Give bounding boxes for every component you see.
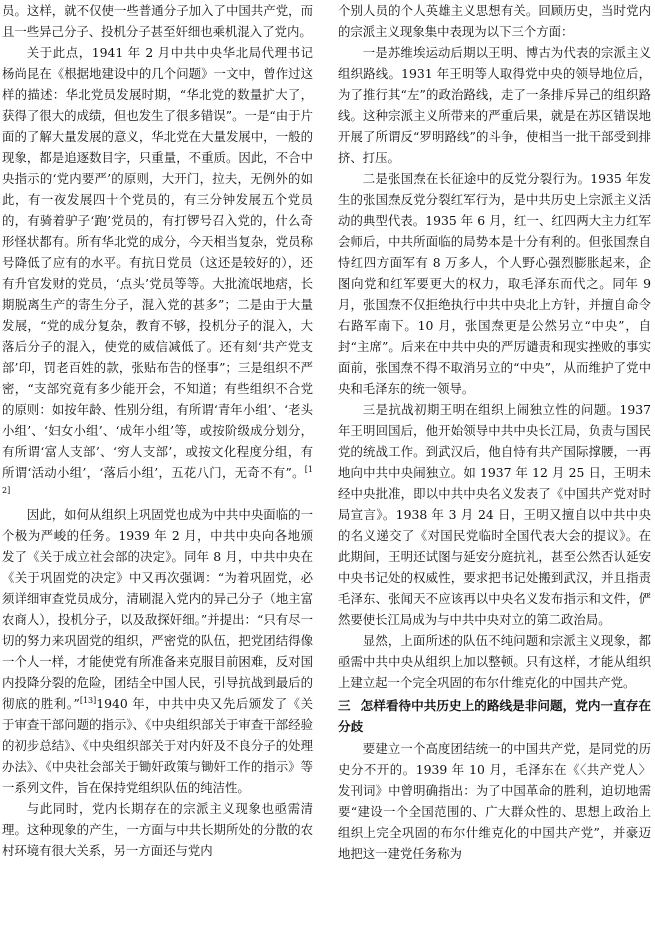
paragraph [338, 42, 651, 168]
paragraph-text: 显然，上面所述的队伍不纯问题和宗派主义现象，都亟需中共中央从组织上加以整顿。只有这样，才能从组织上建立起一个完全巩固的布尔什维克化的中国共产党。 [338, 633, 651, 690]
paragraph-text: 个别人员的个人英雄主义思想有关。回顾历史，当时党内的宗派主义现象集中表现为以下三个方面： [338, 3, 651, 39]
paragraph [338, 399, 651, 630]
paragraph [338, 168, 651, 399]
paragraph [2, 504, 313, 798]
paragraph-text: 因此，如何从组织上巩固党也成为中共中央面临的一个极为严峻的任务。1939 年 2 月，中共中央向各地颁发了《关于成立社会部的决定》。同年 8 月，中共中央在《关于巩固党的决定》中又再次强调：“为着巩固党，必须详细审查党员成分，清刷混入党内的异己分子（地主富农商人），投机分子，以及敌探奸细。”并提出：“只有尽一切的努力来巩固党的组织，严密党的队伍，把党团结得像一个人一样，才能使党有所准备来克服目前困难，反对国内投降分裂的危险，团结全中国人民，引导抗战到最后的彻底的胜利。” [2, 507, 313, 711]
paragraph-text: 员。这样，就不仅使一些普通分子加入了中国共产党，而且一些异己分子、投机分子甚至奸细也乘机混入了党内。 [2, 3, 313, 39]
paragraph [338, 738, 651, 864]
paragraph-text: 三是抗战初期王明在组织上闹独立性的问题。1937 年王明回国后，他开始领导中共中央长江局，负责与国民党的统战工作。到武汉后，他自恃有共产国际撑腰，一再地向中共中央闹独立。如 1937 年 12 月 25 日，王明未经中央批准，即以中共中央名义发表了《中国共产党对时局宣言》。1938 年 3 月 24 日，王明又擅自以中共中央的名义递交了《对国民党临时全国代表大会的提议》。在此期间，王明还试图与延安分庭抗礼，甚至公然否认延安中央书记处的权威性，要求把书记处搬到武汉，并且指责毛泽东、张闻天不应该再以中央名义发布指示和文件，俨然要使长江局成为与中共中央对立的第二政治局。 [338, 402, 651, 627]
paragraph [2, 42, 313, 504]
paragraph-text: 与此同时，党内长期存在的宗派主义现象也亟需清理。这种现象的产生，一方面与中共长期所处的分散的农村环境有很大关系，另一方面还与党内 [2, 801, 313, 858]
section-title: 怎样看待中共历史上的路线是非问题，党内一直存在分歧 [338, 698, 652, 734]
paragraph-text: 一是苏维埃运动后期以王明、博古为代表的宗派主义组织路线。1931 年王明等人取得党中央的领导地位后，为了推行其“左”的政治路线，走了一条排斥异己的组织路线。这种宗派主义所带来的严重后果，就是在苏区错误地开展了所谓反“罗明路线”的斗争，使相当一批干部受到排挤、打压。 [338, 45, 651, 165]
paragraph-text: 要建立一个高度团结统一的中国共产党，是同党的历史分不开的。1939 年 10 月，毛泽东在《〈共产党人〉发刊词》中曾明确指出：为了中国革命的胜利，迫切地需要“建设一个全国范围的、广大群众性的、思想上政治上组织上完全巩固的布尔什维克化的中国共产党”，并豪迈地把这一建党任务称为 [338, 741, 651, 861]
right-column [338, 0, 651, 864]
paragraph-text: 关于此点，1941 年 2 月中共中央华北局代理书记杨尚昆在《根据地建设中的几个问题》一文中，曾作过这样的描述：华北党员发展时期，“华北党的数量扩大了，获得了很大的成绩，但也发生了很多错误”。一是“由于片面的了解大量发展的意义，华北党在大量发展中，一般的现象，都是追逐数目字，只重量，不重质。因此，不合中央指示的‘党内要严’的原则，大开门，拉夫，无例外的如此，有一夜发展四十个党员的，有三分钟发展五个党员的，有骑着驴子‘跑’党员的，有打锣号召入党的，什么奇形怪状都有。所有华北党的成分，今天相当复杂，党员称号降低了应有的水平。有抗日党员（这还是较好的），还有升官发财的党员，‘点头’党员等等。大批流氓地痞，长期脱离生产的寄生分子，混入党的甚多”；二是由于大量发展，“党的成分复杂，教育不够，投机分子的混入，大落后分子的混入，使党的威信减低了。还有刻‘共产党支部’印，罚老百姓的款，张贴布告的怪事”；三是组织不严密，“支部究竟有多少能开会，不知道；有些组织不合党的原则：如按年龄、性别分组，有所谓‘青年小组’、‘老头小组’、‘妇女小组’、‘成年小组’等，或按阶级成分划分，有所谓‘富人支部’、‘穷人支部’，或按文化程度分组，有所谓‘活动小组’，‘落后小组’，五花八门，无奇不有”。 [2, 45, 313, 480]
paragraph [338, 630, 651, 693]
footnote-ref: [12] [2, 464, 313, 495]
paragraph-text: 二是张国焘在长征途中的反党分裂行为。1935 年发生的张国焘反党分裂红军行为，是中共历史上宗派主义活动的典型代表。1935 年 6 月，红一、红四两大主力红军会师后，中共所面临的局势本是十分有利的。但张国焘自恃红四方面军有 8 万多人，个人野心强烈膨胀起来，企图向党和红军要更大的权力，取毛泽东而代之。同年 9 月，张国焘不仅拒绝执行中共中央北上方针，并擅自命令右路军南下。10 月，张国焘更是公然另立“中央”，自封“主席”。后来在中共中央的严厉谴责和现实挫败的事实面前，张国焘不得不取消另立的“中央”，从而维护了党中央和毛泽东的统一领导。 [338, 171, 651, 396]
section-number: 三 [338, 698, 351, 713]
paragraph [2, 0, 313, 42]
section-heading [338, 695, 651, 737]
left-column [2, 0, 313, 861]
paragraph [2, 798, 313, 861]
paragraph [338, 0, 651, 42]
footnote-ref: [13] [79, 695, 97, 705]
paragraph-text: 1940 年，中共中央又先后颁发了《关于审查干部问题的指示》、《中央组织部关于审查干部经验的初步总结》、《中央组织部关于对内奸及不良分子的处理办法》、《中央社会部关于锄奸政策与锄奸工作的指示》等一系列文件，旨在保持党组织队伍的纯洁性。 [2, 696, 313, 795]
